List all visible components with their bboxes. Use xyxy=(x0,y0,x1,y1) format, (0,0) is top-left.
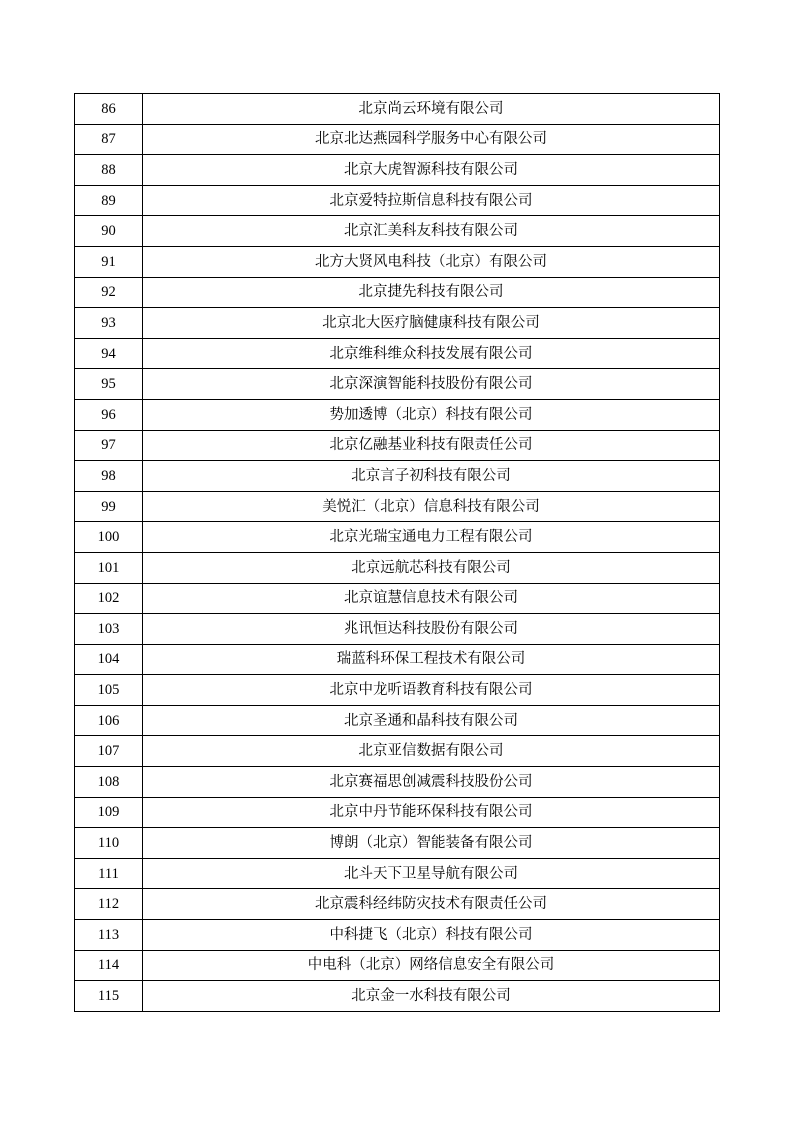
table-row xyxy=(75,522,720,553)
company-name-cell: 兆讯恒达科技股份有限公司 xyxy=(143,614,720,645)
table-row xyxy=(75,124,720,155)
row-number-cell: 115 xyxy=(75,981,143,1012)
table-row xyxy=(75,950,720,981)
table-row xyxy=(75,552,720,583)
row-number-cell: 111 xyxy=(75,858,143,889)
table-row xyxy=(75,399,720,430)
row-number-cell: 92 xyxy=(75,277,143,308)
company-name-cell: 北京光瑞宝通电力工程有限公司 xyxy=(143,522,720,553)
row-number-cell: 93 xyxy=(75,308,143,339)
row-number-cell: 105 xyxy=(75,675,143,706)
company-name-cell: 北京谊慧信息技术有限公司 xyxy=(143,583,720,614)
table-row xyxy=(75,736,720,767)
row-number-cell: 107 xyxy=(75,736,143,767)
row-number-cell: 104 xyxy=(75,644,143,675)
company-name-cell: 北京大虎智源科技有限公司 xyxy=(143,155,720,186)
company-name-cell: 中电科（北京）网络信息安全有限公司 xyxy=(143,950,720,981)
row-number-cell: 114 xyxy=(75,950,143,981)
company-name-cell: 北京尚云环境有限公司 xyxy=(143,94,720,125)
company-name-cell: 北京北达燕园科学服务中心有限公司 xyxy=(143,124,720,155)
table-row xyxy=(75,430,720,461)
company-name-cell: 北京爱特拉斯信息科技有限公司 xyxy=(143,185,720,216)
table-row xyxy=(75,155,720,186)
row-number-cell: 94 xyxy=(75,338,143,369)
table-row xyxy=(75,461,720,492)
company-name-cell: 北京维科维众科技发展有限公司 xyxy=(143,338,720,369)
table-row xyxy=(75,828,720,859)
row-number-cell: 98 xyxy=(75,461,143,492)
company-name-cell: 博朗（北京）智能装备有限公司 xyxy=(143,828,720,859)
row-number-cell: 88 xyxy=(75,155,143,186)
row-number-cell: 113 xyxy=(75,920,143,951)
company-name-cell: 北方大贤风电科技（北京）有限公司 xyxy=(143,246,720,277)
company-name-cell: 北京深演智能科技股份有限公司 xyxy=(143,369,720,400)
company-name-cell: 北京金一水科技有限公司 xyxy=(143,981,720,1012)
company-name-cell: 北京言子初科技有限公司 xyxy=(143,461,720,492)
company-name-cell: 北京赛福思创减震科技股份公司 xyxy=(143,767,720,798)
table-row xyxy=(75,797,720,828)
table-row xyxy=(75,981,720,1012)
company-name-cell: 势加透博（北京）科技有限公司 xyxy=(143,399,720,430)
table-row xyxy=(75,246,720,277)
table-row xyxy=(75,920,720,951)
table-row xyxy=(75,767,720,798)
table-row xyxy=(75,369,720,400)
company-name-cell: 北京捷先科技有限公司 xyxy=(143,277,720,308)
table-row xyxy=(75,491,720,522)
table-row xyxy=(75,94,720,125)
row-number-cell: 89 xyxy=(75,185,143,216)
company-name-cell: 北京亿融基业科技有限责任公司 xyxy=(143,430,720,461)
company-name-cell: 美悦汇（北京）信息科技有限公司 xyxy=(143,491,720,522)
row-number-cell: 102 xyxy=(75,583,143,614)
company-name-cell: 北斗天下卫星导航有限公司 xyxy=(143,858,720,889)
company-name-cell: 北京远航芯科技有限公司 xyxy=(143,552,720,583)
table-row xyxy=(75,858,720,889)
row-number-cell: 101 xyxy=(75,552,143,583)
table-body xyxy=(75,94,720,1012)
row-number-cell: 96 xyxy=(75,399,143,430)
row-number-cell: 100 xyxy=(75,522,143,553)
table-row xyxy=(75,705,720,736)
row-number-cell: 86 xyxy=(75,94,143,125)
row-number-cell: 99 xyxy=(75,491,143,522)
row-number-cell: 110 xyxy=(75,828,143,859)
company-name-cell: 北京亚信数据有限公司 xyxy=(143,736,720,767)
company-name-cell: 北京圣通和晶科技有限公司 xyxy=(143,705,720,736)
row-number-cell: 91 xyxy=(75,246,143,277)
table-row xyxy=(75,644,720,675)
table-row xyxy=(75,583,720,614)
row-number-cell: 103 xyxy=(75,614,143,645)
table-row xyxy=(75,889,720,920)
company-name-cell: 北京震科经纬防灾技术有限责任公司 xyxy=(143,889,720,920)
row-number-cell: 106 xyxy=(75,705,143,736)
company-name-cell: 瑞蓝科环保工程技术有限公司 xyxy=(143,644,720,675)
row-number-cell: 97 xyxy=(75,430,143,461)
company-list-table xyxy=(74,93,720,1012)
company-name-cell: 北京汇美科友科技有限公司 xyxy=(143,216,720,247)
company-name-cell: 北京中丹节能环保科技有限公司 xyxy=(143,797,720,828)
row-number-cell: 95 xyxy=(75,369,143,400)
table-row xyxy=(75,338,720,369)
row-number-cell: 108 xyxy=(75,767,143,798)
row-number-cell: 112 xyxy=(75,889,143,920)
company-name-cell: 北京中龙听语教育科技有限公司 xyxy=(143,675,720,706)
table-row xyxy=(75,185,720,216)
row-number-cell: 109 xyxy=(75,797,143,828)
table-row xyxy=(75,675,720,706)
company-name-cell: 中科捷飞（北京）科技有限公司 xyxy=(143,920,720,951)
row-number-cell: 90 xyxy=(75,216,143,247)
company-name-cell: 北京北大医疗脑健康科技有限公司 xyxy=(143,308,720,339)
table-row xyxy=(75,614,720,645)
row-number-cell: 87 xyxy=(75,124,143,155)
table-row xyxy=(75,216,720,247)
table-row xyxy=(75,308,720,339)
table-row xyxy=(75,277,720,308)
